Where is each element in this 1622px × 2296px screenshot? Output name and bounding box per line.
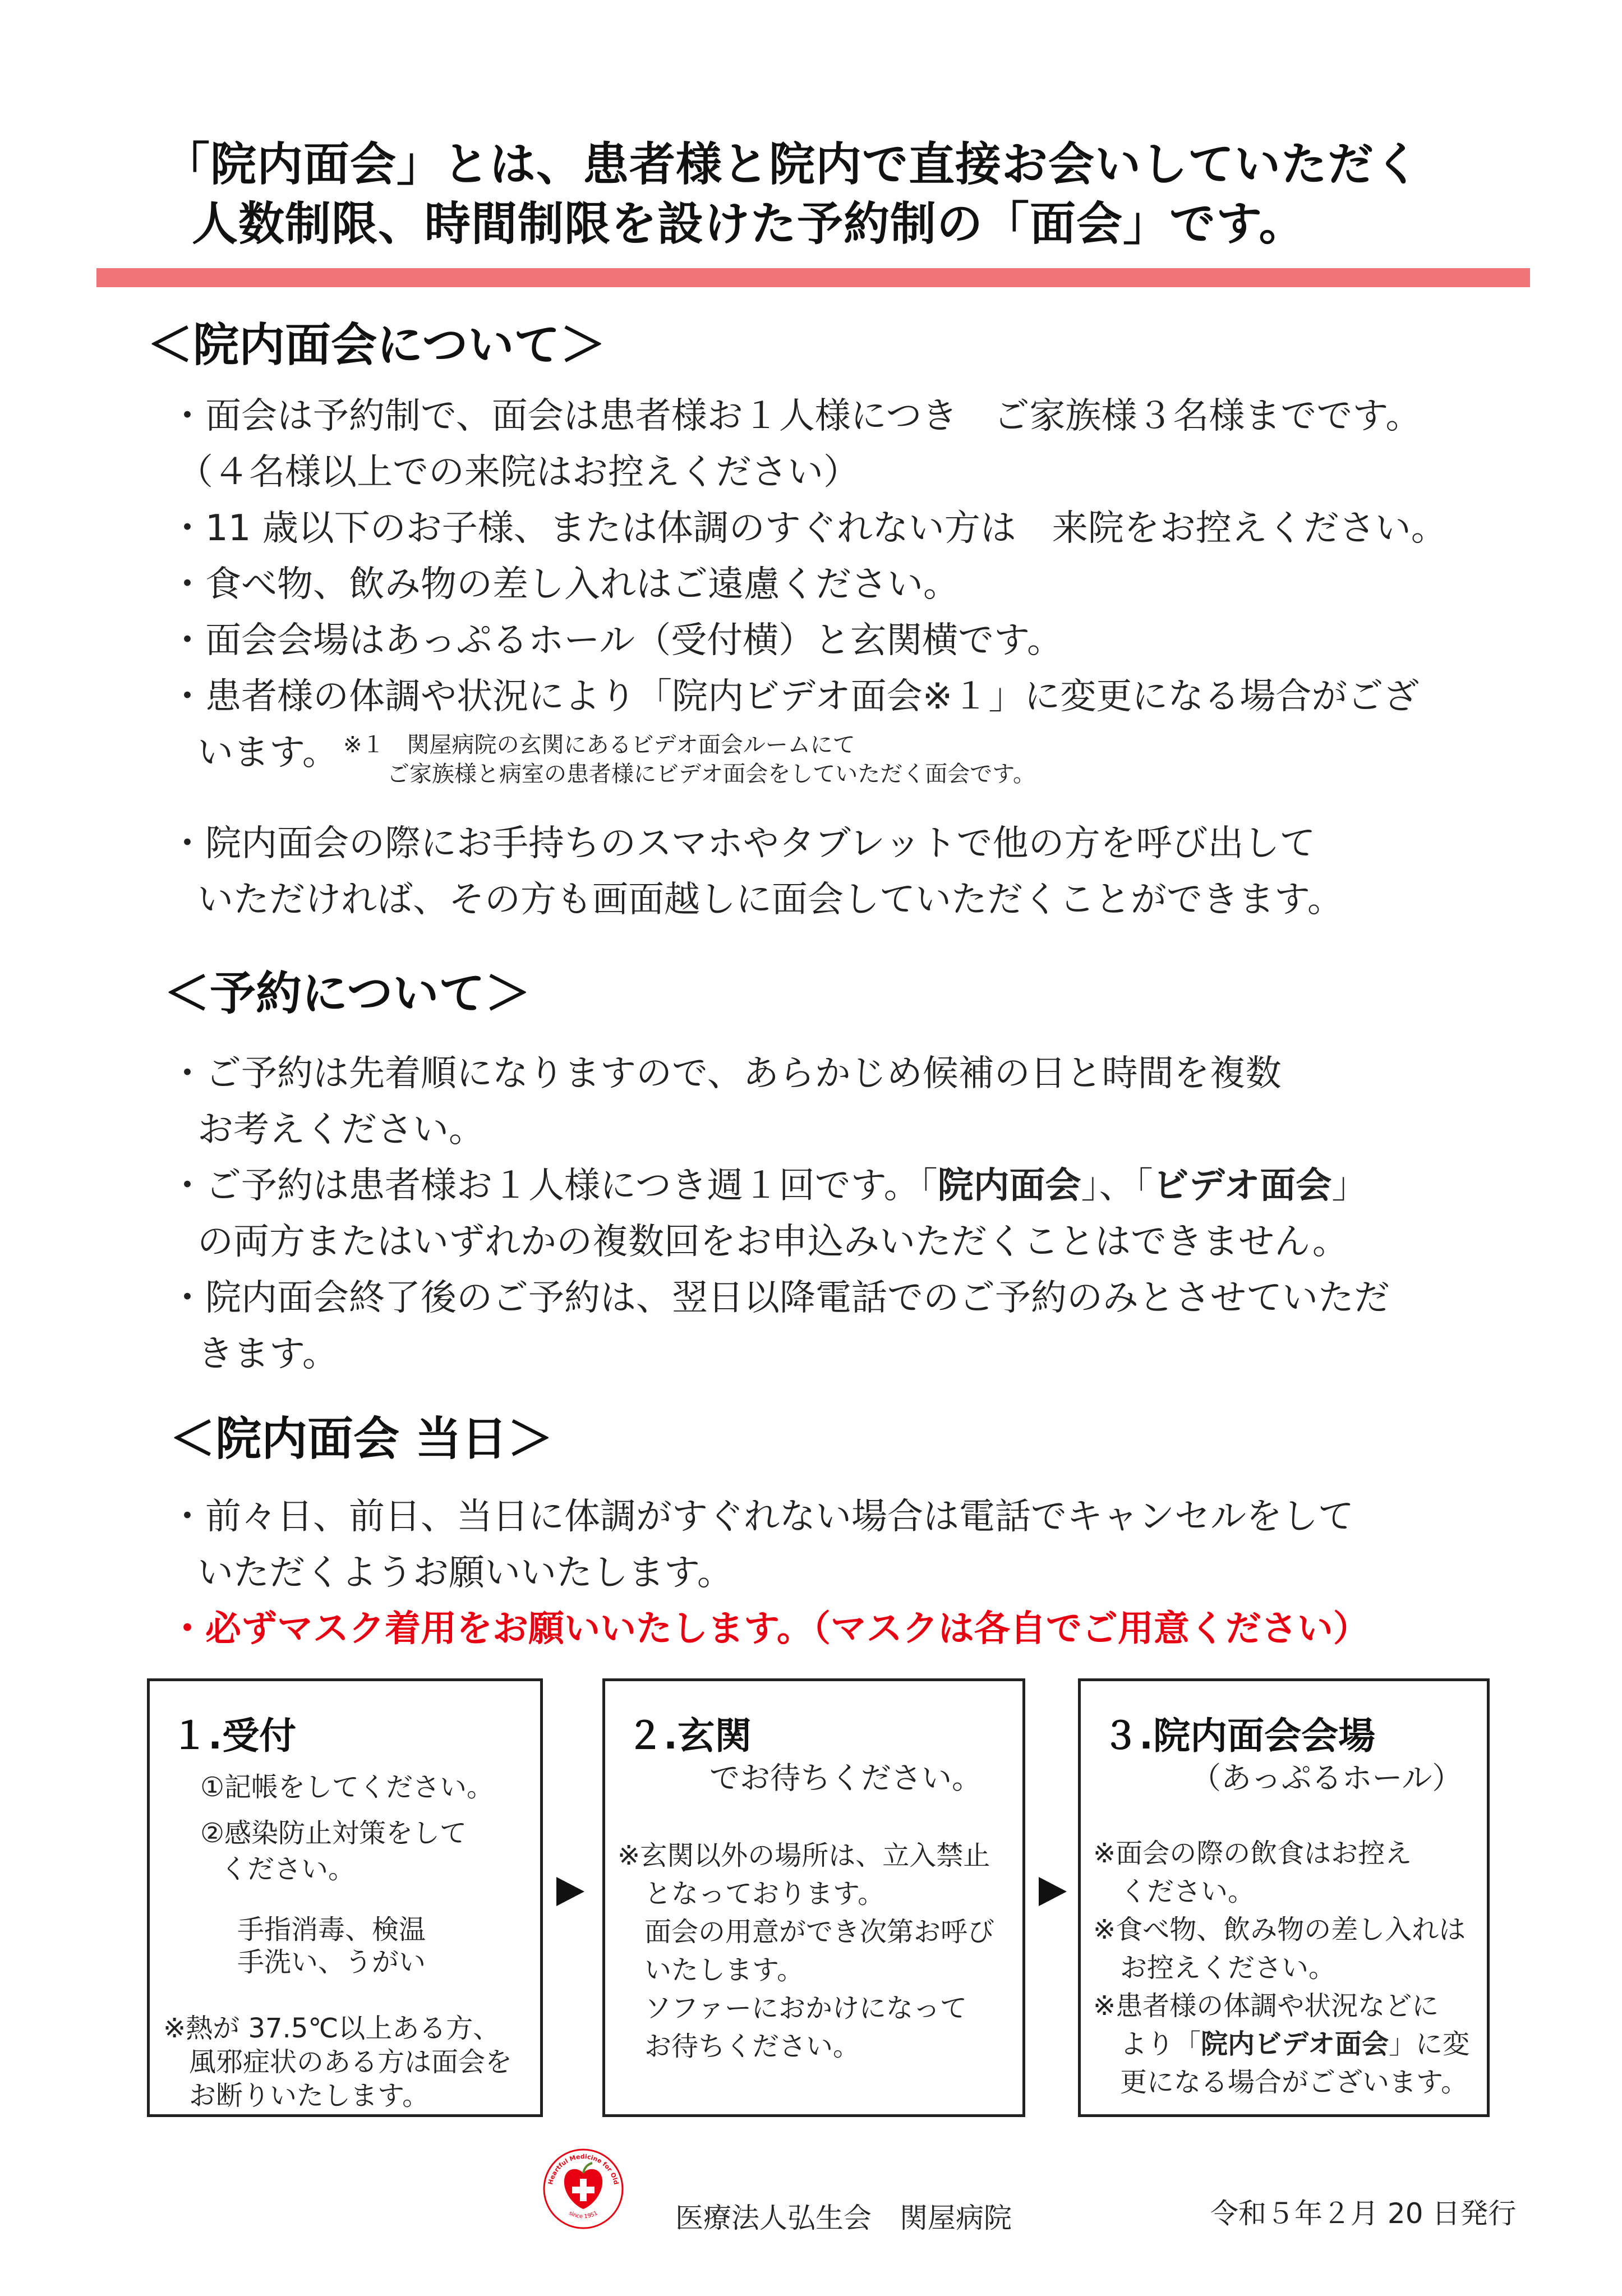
about-footnote-2: ご家族様と病室の患者様にビデオ面会をしていただく面会です。 <box>387 761 1035 787</box>
mask-notice: ・必ずマスク着用をお願いいたします。（マスクは各自でご用意ください） <box>169 1608 1369 1650</box>
step-line: ②感染防止対策をして <box>200 1818 467 1849</box>
step-note: いたします。 <box>644 1954 804 1986</box>
step-note-post: 」に変 <box>1389 2028 1470 2060</box>
about-line-7: います。 <box>197 732 338 774</box>
issue-date: 令和５年２月 20 日発行 <box>1210 2197 1517 2230</box>
step-note: お待ちください。 <box>644 2031 860 2062</box>
step-note: 更になる場合がございます。 <box>1120 2067 1468 2098</box>
step-line: 手指消毒、検温 <box>237 1914 426 1945</box>
section-heading-reservation: ＜予約について＞ <box>164 967 531 1020</box>
about-line-4: ・食べ物、飲み物の差し入れはご遠慮ください。 <box>169 564 959 605</box>
step-title-entrance: ２.玄関 <box>626 1714 752 1757</box>
step-line: 手洗い、うがい <box>237 1947 426 1978</box>
logo-text-bottom: since 1951 <box>568 2210 599 2220</box>
header-line-1: 「院内面会」とは、患者様と院内で直接お会いしていただく <box>164 138 1421 191</box>
reservation-line-3-post: 」 <box>1331 1165 1368 1207</box>
accent-bar <box>96 268 1530 287</box>
reservation-line-4: の両方またはいずれかの複数回をお申込みいただくことはできません。 <box>197 1221 1348 1263</box>
reservation-line-3-pre: ・ご予約は患者様お１人様につき週１回です。「 <box>169 1165 938 1207</box>
about-line-8: ・院内面会の際にお手持ちのスマホやタブレットで他の方を呼び出して <box>169 823 1316 864</box>
step-note <box>1120 2022 1469 2061</box>
reservation-line-3 <box>169 1157 1367 1208</box>
step-note: ※患者様の体調や状況などに <box>1093 1990 1439 2022</box>
reservation-line-5: ・院内面会終了後のご予約は、翌日以降電話でのご予約のみとさせていただ <box>169 1277 1390 1319</box>
hospital-name: 医療法人弘生会 関屋病院 <box>675 2202 1012 2234</box>
about-line-3: ・11 歳以下のお子様、または体調のすぐれない方は 来院をお控えください。 <box>169 508 1447 549</box>
about-line-9: いただければ、その方も画面越しに面会していただくことができます。 <box>197 879 1343 921</box>
header-line-2: 人数制限、時間制限を設けた予約制の「面会」です。 <box>192 197 1306 251</box>
step-title-venue: ３.院内面会会場 <box>1102 1714 1376 1757</box>
step-note: 面会の用意ができ次第お呼び <box>644 1916 995 1948</box>
step-arrow-1 <box>556 1877 584 1906</box>
section-heading-about: ＜院内面会について＞ <box>147 319 606 372</box>
step-note: お控えください。 <box>1120 1952 1336 1984</box>
reservation-line-1: ・ご予約は先着順になりますので、あらかじめ候補の日と時間を複数 <box>169 1053 1282 1094</box>
step-box-reception <box>147 1678 543 2117</box>
step-note: ※熱が 37.5℃以上ある方、 <box>163 2013 500 2044</box>
step-note: ※面会の際の飲食はお控え <box>1093 1838 1412 1869</box>
step-line: でお待ちください。 <box>709 1760 982 1796</box>
step-note: となっております。 <box>644 1878 885 1910</box>
step-note: ※玄関以外の場所は、立入禁止 <box>618 1840 990 1871</box>
logo-text-top: Heartful Medicine for Old <box>546 2152 620 2185</box>
step-note: ソファーにおかけになって <box>644 1993 967 2024</box>
reservation-line-3-bold-1: 院内面会 <box>937 1165 1081 1207</box>
step-line: ①記帳をしてください。 <box>200 1772 494 1803</box>
about-line-1: ・面会は予約制で、面会は患者様お１人様につき ご家族様３名様までです。 <box>169 395 1422 437</box>
step-note: ください。 <box>1120 1876 1255 1907</box>
about-line-6: ・患者様の体調や状況により「院内ビデオ面会※１」に変更になる場合がござ <box>169 676 1420 717</box>
step-note: お断りいたします。 <box>189 2080 430 2111</box>
reservation-line-2: お考えください。 <box>197 1109 485 1151</box>
section-heading-day: ＜院内面会 当日＞ <box>169 1412 554 1466</box>
about-line-2: （４名様以上での来院はお控えください） <box>177 452 859 493</box>
step-title-reception: １.受付 <box>171 1714 297 1757</box>
reservation-line-6: きます。 <box>197 1333 338 1375</box>
step-note-pre: より「 <box>1120 2028 1201 2060</box>
day-line-2: いただくようお願いいたします。 <box>197 1552 733 1594</box>
step-note: 風邪症状のある方は面会を <box>189 2046 513 2078</box>
step-line: （あっぷるホール） <box>1191 1760 1463 1796</box>
about-line-5: ・面会会場はあっぷるホール（受付横）と玄関横です。 <box>169 620 1063 661</box>
day-line-1: ・前々日、前日、当日に体調がすぐれない場合は電話でキャンセルをして <box>169 1496 1354 1538</box>
step-box-venue <box>1078 1678 1490 2117</box>
step-note-bold: 院内ビデオ面会 <box>1201 2028 1389 2060</box>
hospital-logo-icon <box>538 2142 628 2231</box>
step-line: ください。 <box>220 1853 356 1885</box>
reservation-line-3-mid: 」、「 <box>1081 1165 1153 1207</box>
reservation-line-3-bold-2: ビデオ面会 <box>1153 1165 1332 1207</box>
about-footnote-1: ※１ 関屋病院の玄関にあるビデオ面会ルームにて <box>343 732 855 758</box>
step-arrow-2 <box>1039 1877 1067 1906</box>
step-note: ※食べ物、飲み物の差し入れは <box>1093 1914 1466 1945</box>
step-box-entrance <box>602 1678 1025 2117</box>
